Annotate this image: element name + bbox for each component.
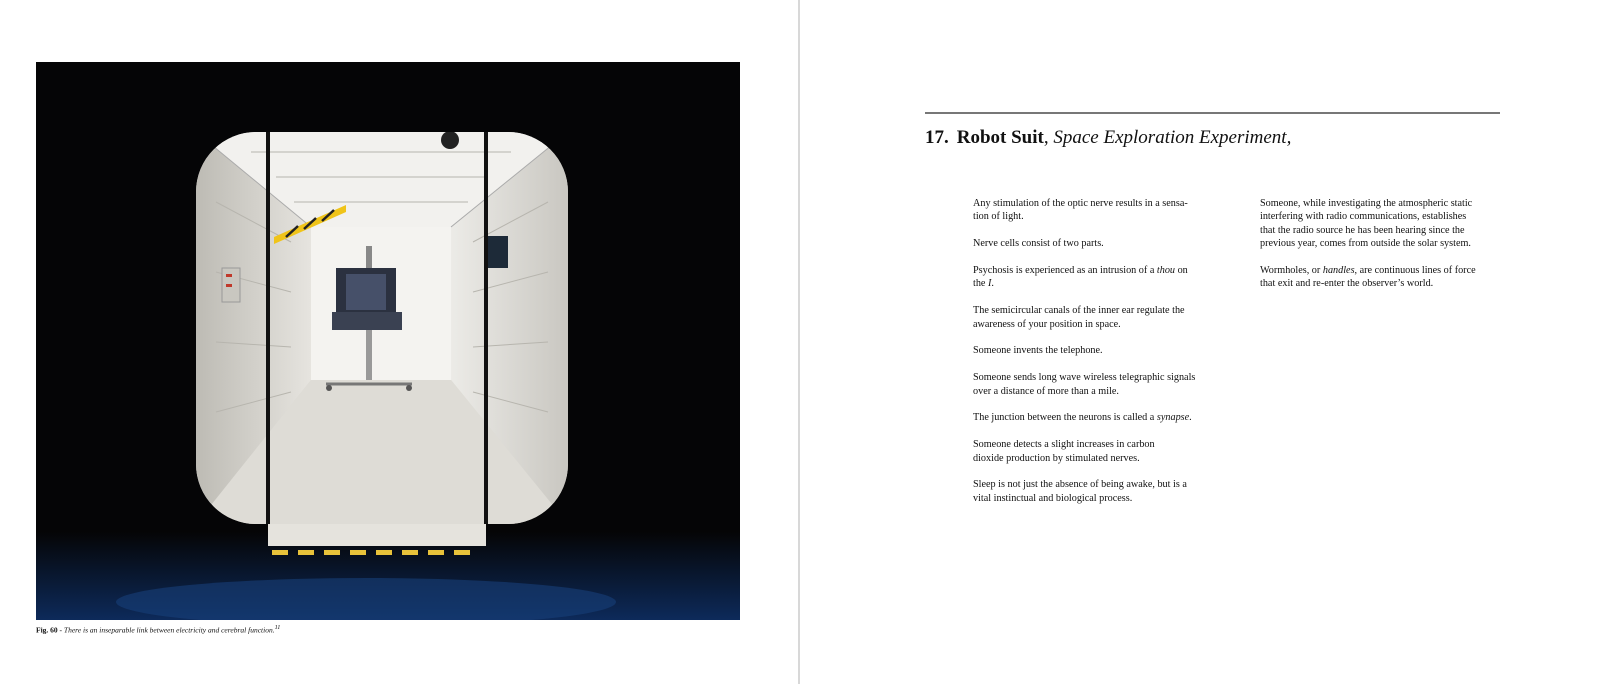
paragraph: Someone detects a slight increases in carbon dioxide production by stimulated nerves. (973, 439, 1155, 464)
chapter-heading: 17. Robot Suit, Space Exploration Experiment, (925, 127, 1292, 148)
paragraph: Someone sends long wave wireless telegraphic signals over a distance of more than a mile. (973, 372, 1196, 397)
paragraph: The junction between the neurons is called a synapse. (973, 412, 1192, 424)
paragraph: Someone, while investigating the atmospheric static interfering with radio communications, establishes that the radio source he has been hearing since the previous year, comes from outside the solar system. (1260, 198, 1473, 250)
caption-label: Fig. 60 - (36, 625, 63, 635)
heading-rule (925, 112, 1500, 114)
book-spine-divider (798, 0, 800, 684)
text-column-right (1260, 197, 1500, 304)
paragraph: Any stimulation of the optic nerve results in a sensa- tion of light. (973, 198, 1188, 223)
caption-text: There is an inseparable link between electricity and cerebral function. (63, 625, 275, 635)
caption-footnote-marker: 11 (274, 624, 281, 631)
chapter-subtitle: Space Exploration Experiment, (1053, 127, 1292, 148)
figure-caption (36, 624, 280, 635)
text-column-left (973, 197, 1223, 519)
left-page (0, 0, 798, 684)
paragraph: The semicircular canals of the inner ear regulate the awareness of your position in space. (973, 305, 1185, 330)
paragraph: Wormholes, or handles, are continuous lines of force that exit and re-enter the observer’s world. (1260, 265, 1476, 290)
chapter-number: 17. (925, 127, 949, 148)
paragraph: Psychosis is experienced as an intrusion of a thou on the I. (973, 265, 1188, 290)
chapter-title: Robot Suit (956, 127, 1044, 148)
paragraph: Nerve cells consist of two parts. (973, 238, 1104, 250)
spacecraft-module-image (36, 62, 740, 620)
figure-photo (36, 62, 740, 620)
paragraph: Sleep is not just the absence of being awake, but is a vital instinctual and biological process. (973, 479, 1187, 504)
paragraph: Someone invents the telephone. (973, 345, 1103, 357)
